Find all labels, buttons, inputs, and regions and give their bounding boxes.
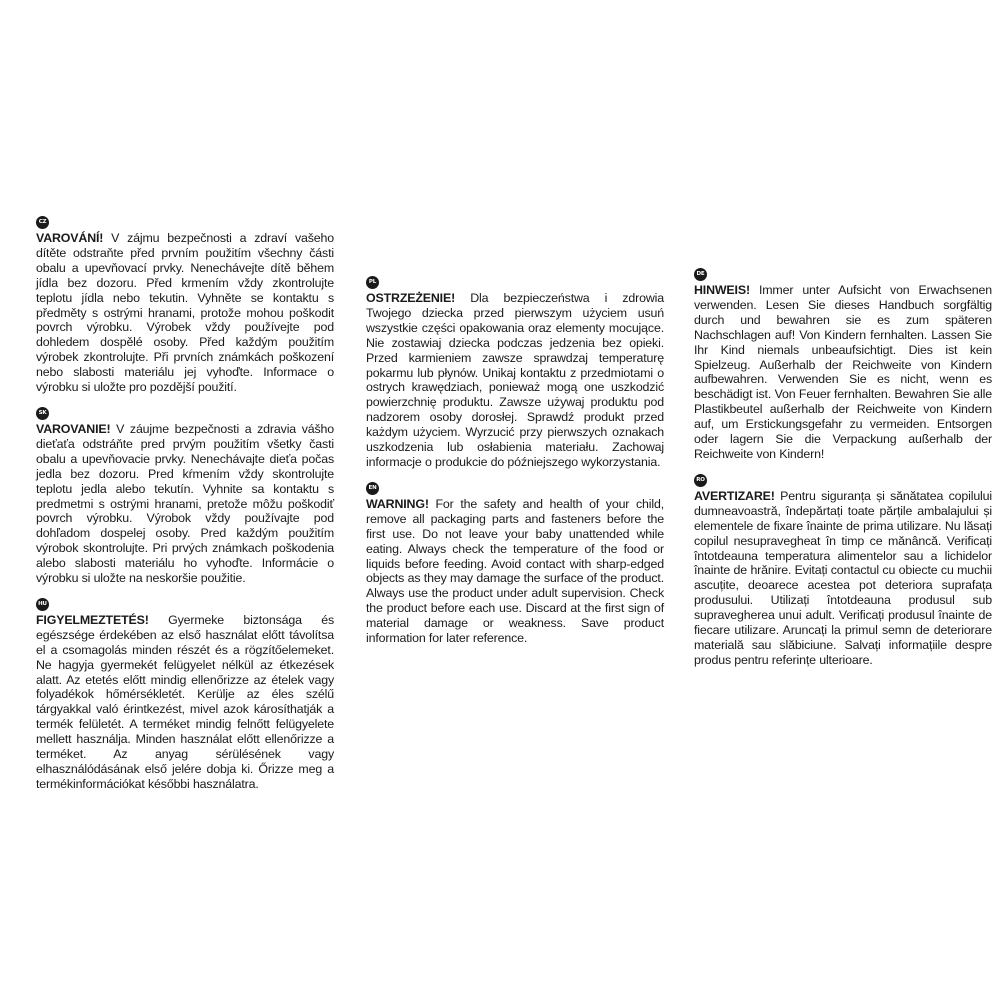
language-badge-sk: SK xyxy=(36,407,49,420)
warning-block-cz xyxy=(36,210,334,395)
warning-heading-sk: VAROVANIE! xyxy=(36,421,111,436)
warning-body-pl: Dla bezpieczeństwa i zdrowia Twojego dziecka przed pierwszym użyciem usuń wszystkie części opakowania oraz elementy mocujące. Nie zostawiaj dziecka podczas jedzenia bez opieki. Przed karmieniem zawsze sprawdzaj temperaturę pokarmu lub płynów. Unikaj kontaktu z przedmiotami o ostrych krawędziach, ponieważ mogą one uszkodzić powierzchnię produktu. Zawsze używaj produktu pod nadzorem osoby dorosłej. Sprawdź produkt przed każdym użyciem. Wyrzucić przy pierwszych oznakach uszkodzenia lub osłabienia materiału. Zachowaj informacje o produkcie do późniejszego wykorzystania. xyxy=(366,291,664,469)
warning-text-hu xyxy=(36,613,334,792)
column-right xyxy=(694,262,992,674)
warning-text-sk xyxy=(36,422,334,586)
warning-body-ro: Pentru siguranța și sănătatea copilului dumneavoastră, îndepărtați toate părțile ambalajului și elementele de fixare înainte de prima utilizare. Nu lăsați copilul nesupravegheat în timp ce mănâncă. Verificați întotdeauna temperatura alimentelor sau a lichidelor înainte de hrănire. Evitați contactul cu obiecte cu muchii ascuțite, deoarece acestea pot deteriora suprafața produsului. Utilizați întotdeauna produsul sub supravegherea unui adult. Verificați produsul înainte de fiecare utilizare. Aruncați la primul semn de deteriorare materială sau slăbiciune. Salvați informațiile despre produs pentru referințe ulterioare. xyxy=(694,488,993,667)
warning-body-hu: Gyermeke biztonsága és egészsége érdekében az első használat előtt távolítsa el a csomagolás minden részét és a rögzítőelemeket. Ne hagyja gyermekét felügyelet nélkül az étkezések alatt. Az etetés előtt mindig ellenőrizze az ételek vagy folyadékok hőmérsékletét. Kerülje az éles szélű tárgyakkal való érintkezést, mivel azok károsíthatják a termék felületét. A terméket mindig felnőtt felügyelete mellett használja. Minden használat előtt ellenőrizze a terméket. Az anyag sérülésének vagy elhasználódásának első jelére dobja ki. Őrizze meg a termékinformációkat későbbi használatra. xyxy=(36,612,334,791)
column-middle xyxy=(366,270,664,652)
warning-heading-pl: OSTRZEŻENIE! xyxy=(366,291,456,305)
warning-body-cz: V zájmu bezpečnosti a zdraví vašeho dítěte odstraňte před prvním použitím všechny části obalu a upevňovací prvky. Nenechávejte dítě během jídla bez dozoru. Před krmením vždy zkontrolujte teplotu jídla nebo tekutin. Vyhněte se kontaktu s předměty s ostrými hranami, protože mohou poškodit povrch výrobku. Výrobek vždy používejte pod dohledem dospělé osoby. Před každým použitím výrobek zkontrolujte. Při prvních známkách poškození nebo slabosti materiálu jej vyhoďte. Informace o výrobku si uložte pro pozdější použití. xyxy=(36,231,334,395)
warning-text-en xyxy=(366,497,664,646)
warning-heading-ro: AVERTIZARE! xyxy=(694,488,775,503)
warning-body-de: Immer unter Aufsicht von Erwachsenen verwenden. Lesen Sie dieses Handbuch sorgfältig durch und bewahren sie es zum späteren Nachschlagen auf! Von Kindern fernhalten. Lassen Sie Ihr Kind niemals unbeaufsichtigt. Dies ist kein Spielzeug. Außerhalb der Reichweite von Kindern aufbewahren. Verwenden Sie es nicht, wenn es beschädigt ist. Von Feuer fernhalten. Bewahren Sie alle Plastikbeutel außerhalb der Reichweite von Kindern auf, um Erstickungsgefahr zu vermeiden. Entsorgen oder lagern Sie die Verpackung außerhalb der Reichweite von Kindern! xyxy=(694,283,992,461)
warning-block-ro xyxy=(694,468,992,668)
language-badge-ro: RO xyxy=(694,474,707,487)
column-left xyxy=(36,210,334,798)
warning-body-en: For the safety and health of your child, remove all packaging parts and fasteners before the first use. Do not leave your baby unattended while eating. Always check the temperature of the food or liquids before feeding. Avoid contact with sharp-edged objects as they may damage the surface of the product. Always use the product under adult supervision. Check the product before each use. Discard at the first sign of material damage or weakness. Save product information for later reference. xyxy=(366,496,664,646)
warning-block-sk xyxy=(36,401,334,586)
language-badge-cz: CZ xyxy=(36,216,49,229)
warning-text-de xyxy=(694,283,992,462)
language-badge-de: DE xyxy=(694,268,707,281)
warning-body-sk: V záujme bezpečnosti a zdravia vášho dieťaťa odstráňte pred prvým použitím všetky časti obalu a upevňovacie prvky. Nenechávajte dieťa počas jedla bez dozoru. Pred kŕmením vždy skontrolujte teplotu jedla alebo tekutín. Vyhnite sa kontaktu s predmetmi s ostrými hranami, pretože môžu poškodiť povrch výrobku. Výrobok vždy používajte pod dohľadom dospelej osoby. Pred každým použitím výrobok skontrolujte. Pri prvých známkach poškodenia alebo slabosti materiálu ho vyhoďte. Informácie o výrobku si uložte na neskoršie použitie. xyxy=(36,421,335,586)
warning-heading-de: HINWEIS! xyxy=(694,283,750,297)
warning-heading-cz: VAROVÁNÍ! xyxy=(36,231,104,245)
warning-heading-en: WARNING! xyxy=(366,496,429,511)
language-badge-en: EN xyxy=(366,482,379,495)
warning-block-de xyxy=(694,262,992,462)
warning-heading-hu: FIGYELMEZTETÉS! xyxy=(36,612,149,627)
language-badge-pl: PL xyxy=(366,276,379,289)
warning-text-pl xyxy=(366,291,664,470)
warning-block-en xyxy=(366,476,664,646)
warning-text-ro xyxy=(694,489,992,668)
language-badge-hu: HU xyxy=(36,598,49,611)
warning-text-cz xyxy=(36,231,334,395)
warning-block-pl xyxy=(366,270,664,470)
warning-block-hu xyxy=(36,592,334,792)
